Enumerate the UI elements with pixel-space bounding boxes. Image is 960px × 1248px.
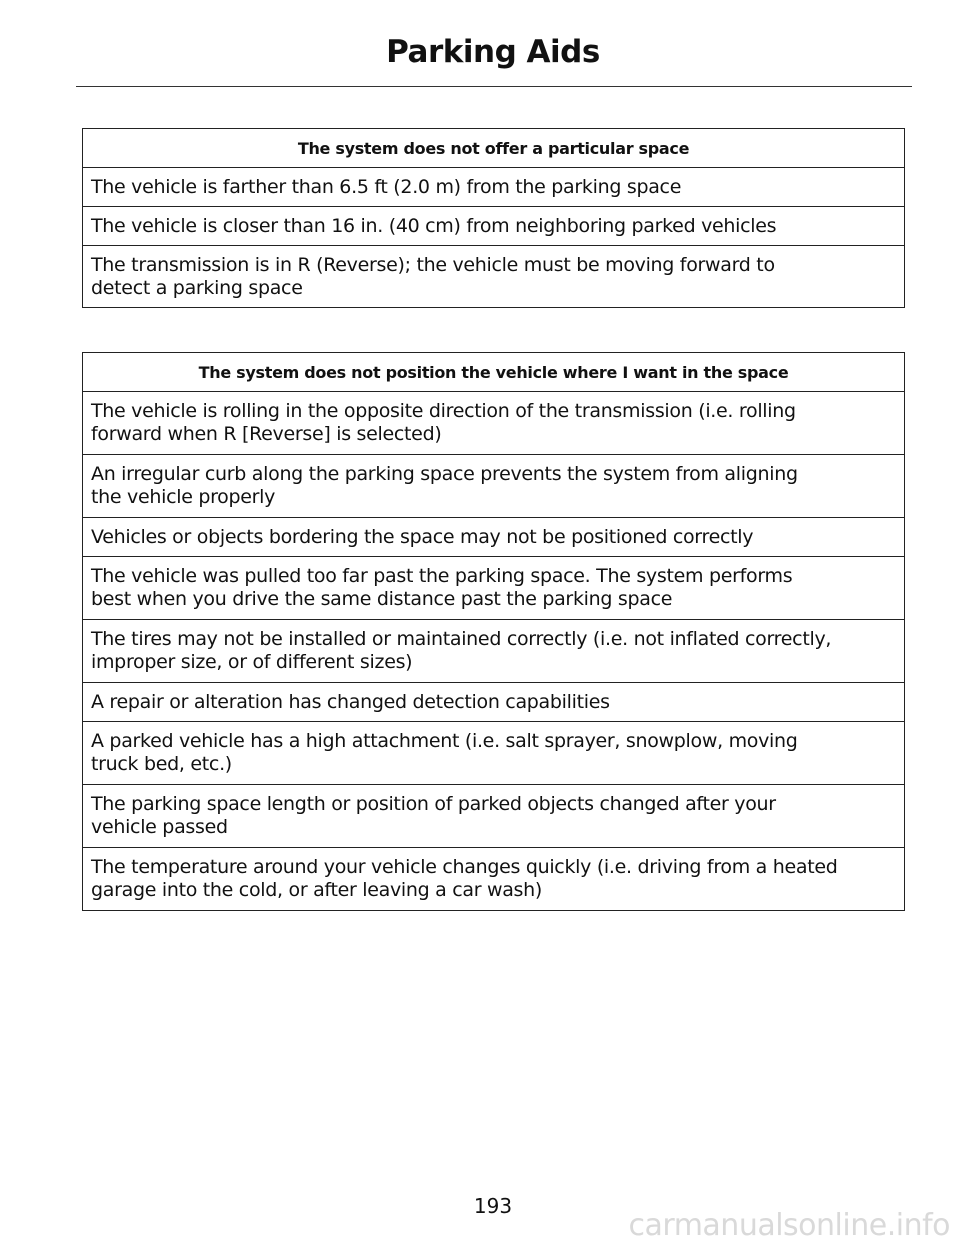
- table-row: [83, 848, 905, 911]
- table-row: [83, 246, 905, 308]
- troubleshooting-table-no-space-offered: [82, 128, 905, 308]
- table-row: [83, 620, 905, 683]
- table-cell: The parking space length or position of parked objects changed after your vehicle passed: [83, 785, 905, 848]
- table-cell: An irregular curb along the parking space prevents the system from aligning the vehicle properly: [83, 455, 905, 518]
- table-row: [83, 455, 905, 518]
- title-divider: [76, 86, 912, 87]
- troubleshooting-table-wrong-position: [82, 352, 905, 911]
- table-row: [83, 683, 905, 722]
- table-row: [83, 207, 905, 246]
- table-cell: The vehicle is closer than 16 in. (40 cm) from neighboring parked vehicles: [83, 207, 905, 246]
- table-cell: A parked vehicle has a high attachment (i.e. salt sprayer, snowplow, moving truck bed, etc.): [83, 722, 905, 785]
- table-row: [83, 518, 905, 557]
- table-cell: The vehicle is rolling in the opposite direction of the transmission (i.e. rolling forward when R [Reverse] is selected): [83, 392, 905, 455]
- table-heading: The system does not position the vehicle where I want in the space: [83, 353, 905, 392]
- table-row: [83, 785, 905, 848]
- table-header-row: [83, 353, 905, 392]
- table-header-row: [83, 129, 905, 168]
- page-number: 193: [473, 1194, 513, 1218]
- table-cell: The temperature around your vehicle changes quickly (i.e. driving from a heated garage into the cold, or after leaving a car wash): [83, 848, 905, 911]
- table-cell: The vehicle was pulled too far past the parking space. The system performs best when you drive the same distance past the parking space: [83, 557, 905, 620]
- table-cell: The vehicle is farther than 6.5 ft (2.0 m) from the parking space: [83, 168, 905, 207]
- page-title: Parking Aids: [386, 34, 600, 70]
- table-cell: A repair or alteration has changed detection capabilities: [83, 683, 905, 722]
- table-cell: Vehicles or objects bordering the space may not be positioned correctly: [83, 518, 905, 557]
- watermark: carmanualsonline.info: [628, 1208, 950, 1243]
- table-cell: The transmission is in R (Reverse); the vehicle must be moving forward to detect a parking space: [83, 246, 905, 308]
- table-row: [83, 557, 905, 620]
- table-row: [83, 392, 905, 455]
- table-row: [83, 722, 905, 785]
- table-heading: The system does not offer a particular space: [83, 129, 905, 168]
- table-cell: The tires may not be installed or maintained correctly (i.e. not inflated correctly, improper size, or of different sizes): [83, 620, 905, 683]
- table-row: [83, 168, 905, 207]
